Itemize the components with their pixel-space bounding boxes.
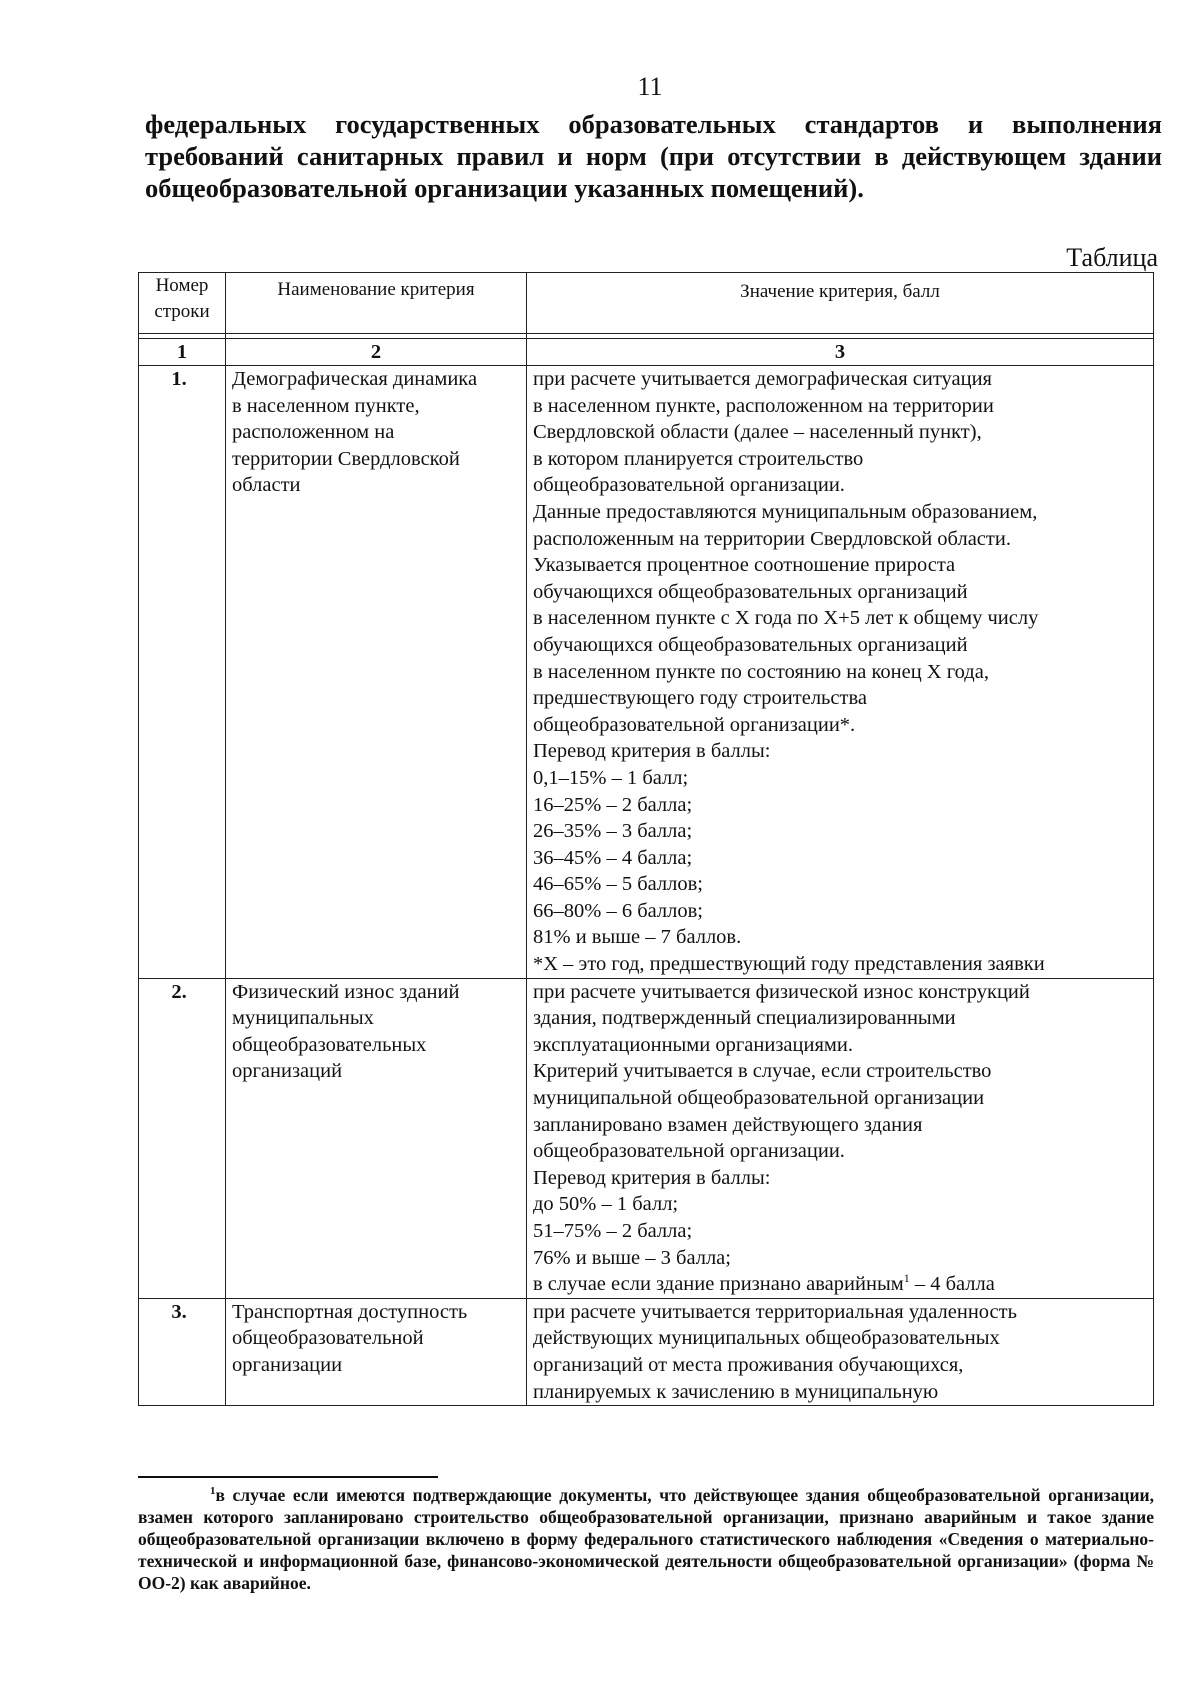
row-number: 1. <box>139 366 226 979</box>
criterion-name-line: в населенном пункте, <box>232 394 420 417</box>
criterion-value-line: 26–35% – 3 балла; <box>533 820 693 843</box>
criterion-name-line: общеобразовательной <box>232 1327 424 1350</box>
criterion-name-line: муниципальных <box>232 1007 374 1030</box>
criterion-name <box>226 366 527 979</box>
criterion-value <box>527 978 1154 1298</box>
criterion-value-line: 16–25% – 2 балла; <box>533 793 693 816</box>
intro-paragraph <box>145 108 1162 204</box>
criterion-value-line: *X – это год, предшествующий году представления заявки <box>533 953 1045 976</box>
criterion-value-line: 81% и выше – 7 баллов. <box>533 926 742 949</box>
row-number: 3. <box>139 1298 226 1405</box>
criteria-table <box>138 272 1154 1406</box>
criterion-name <box>226 978 527 1298</box>
criterion-value-line: до 50% – 1 балл; <box>533 1193 679 1216</box>
criterion-value-line: обучающихся общеобразовательных организаций <box>533 633 968 656</box>
criterion-value-line: расположенным на территории Свердловской области. <box>533 527 1011 550</box>
criterion-value-line: 76% и выше – 3 балла; <box>533 1246 731 1269</box>
criterion-value-line: при расчете учитывается физической износ конструкций <box>533 980 1030 1003</box>
criterion-value-line: Перевод критерия в баллы: <box>533 740 771 763</box>
criterion-value-line: 0,1–15% – 1 балл; <box>533 766 689 789</box>
table-row <box>139 1298 1154 1405</box>
criterion-value-line: обучающихся общеобразовательных организаций <box>533 580 968 603</box>
criterion-value-line: при расчете учитывается демографическая ситуация <box>533 368 992 390</box>
page-number: 11 <box>637 72 663 101</box>
criterion-value-line: в котором планируется строительство <box>533 447 864 470</box>
criterion-value-line: 46–65% – 5 баллов; <box>533 873 703 896</box>
criterion-value-line: организаций от места проживания обучающихся, <box>533 1353 964 1376</box>
criterion-value <box>527 366 1154 979</box>
criterion-value-line: Свердловской области (далее – населенный пункт), <box>533 421 982 444</box>
header-criterion-name: Наименование критерия <box>226 273 527 334</box>
footnote-reference: 1 <box>903 1271 910 1286</box>
criterion-value-line: запланировано взамен действующего здания <box>533 1113 923 1136</box>
criterion-value-line: муниципальной общеобразовательной организации <box>533 1087 985 1110</box>
criterion-value-text: в случае если здание признано аварийным <box>533 1273 904 1296</box>
row-number: 2. <box>139 978 226 1298</box>
criterion-value-line: Данные предоставляются муниципальным образованием, <box>533 500 1038 523</box>
criterion-value-line: общеобразовательной организации. <box>533 1140 845 1163</box>
criterion-name-line: расположенном на <box>232 421 395 444</box>
intro-line: требований санитарных правил и норм (при отсутствии в действующем здании <box>145 141 1162 171</box>
column-number-row <box>139 339 1154 366</box>
footnote-text: в случае если имеются подтверждающие документы, что действующее здания общеобразовательной организации, взамен которого запланировано строительство общеобразовательной организации, признано аварийным и такое здание общеобразовательной организации включено в форму федерального статистического наблюдения «Сведения о материально-технической и информационной базе, финансово-экономической деятельности общеобразовательной организации» (форма № ОО-2) как аварийное. <box>138 1485 1154 1593</box>
footnote-separator <box>138 1476 438 1478</box>
criterion-name-line: территории Свердловской <box>232 447 460 470</box>
criterion-value-line: действующих муниципальных общеобразовательных <box>533 1327 1000 1350</box>
criterion-value-line: здания, подтвержденный специализированными <box>533 1007 956 1030</box>
criterion-value <box>527 1298 1154 1405</box>
criterion-value-line <box>533 1271 1147 1298</box>
criterion-value-line: общеобразовательной организации. <box>533 474 845 497</box>
column-number: 2 <box>226 339 527 366</box>
table-header-row <box>139 273 1154 334</box>
column-number: 3 <box>527 339 1154 366</box>
criterion-name-line: общеобразовательных <box>232 1033 427 1056</box>
criterion-value-line: Перевод критерия в баллы: <box>533 1166 771 1189</box>
table-label: Таблица <box>1066 243 1158 272</box>
header-criterion-value: Значение критерия, балл <box>527 273 1154 334</box>
criterion-value-line: в населенном пункте с X года по X+5 лет к общему числу <box>533 607 1039 630</box>
intro-line: общеобразовательной организации указанных помещений). <box>145 173 864 203</box>
criterion-value-text: – 4 балла <box>909 1273 995 1296</box>
criterion-name-line: Демографическая динамика <box>232 368 478 390</box>
criterion-value-line: общеобразовательной организации*. <box>533 713 856 736</box>
criterion-value-line: в населенном пункте по состоянию на конец X года, <box>533 660 989 683</box>
criterion-value-line: 51–75% – 2 балла; <box>533 1220 693 1242</box>
criterion-name-line: Физический износ зданий <box>232 980 460 1003</box>
criterion-value-line: эксплуатационными организациями. <box>533 1033 853 1056</box>
criterion-value-line: Критерий учитывается в случае, если строительство <box>533 1060 992 1083</box>
criterion-name-line: Транспортная доступность <box>232 1300 468 1323</box>
criterion-value-line: предшествующего году строительства <box>533 687 867 710</box>
criterion-name-line: области <box>232 474 301 497</box>
intro-line: федеральных государственных образовательных стандартов и выполнения <box>145 109 1162 139</box>
criterion-value-line: Указывается процентное соотношение прироста <box>533 554 956 577</box>
criterion-value-line: 66–80% – 6 баллов; <box>533 899 703 922</box>
criterion-value-line: в населенном пункте, расположенном на территории <box>533 394 994 417</box>
footnote-marker: 1 <box>210 1485 216 1498</box>
criterion-value-line: планируемых к зачислению в муниципальную <box>533 1380 939 1403</box>
criterion-name-line: организации <box>232 1353 343 1376</box>
footnote <box>138 1484 1154 1594</box>
table-row <box>139 366 1154 979</box>
header-row-number: Номер строки <box>139 273 226 334</box>
table-row <box>139 978 1154 1298</box>
criterion-name <box>226 1298 527 1405</box>
criterion-value-line: 36–45% – 4 балла; <box>533 846 693 869</box>
criterion-name-line: организаций <box>232 1060 343 1083</box>
column-number: 1 <box>139 339 226 366</box>
criterion-value-line: при расчете учитывается территориальная удаленность <box>533 1300 1017 1323</box>
